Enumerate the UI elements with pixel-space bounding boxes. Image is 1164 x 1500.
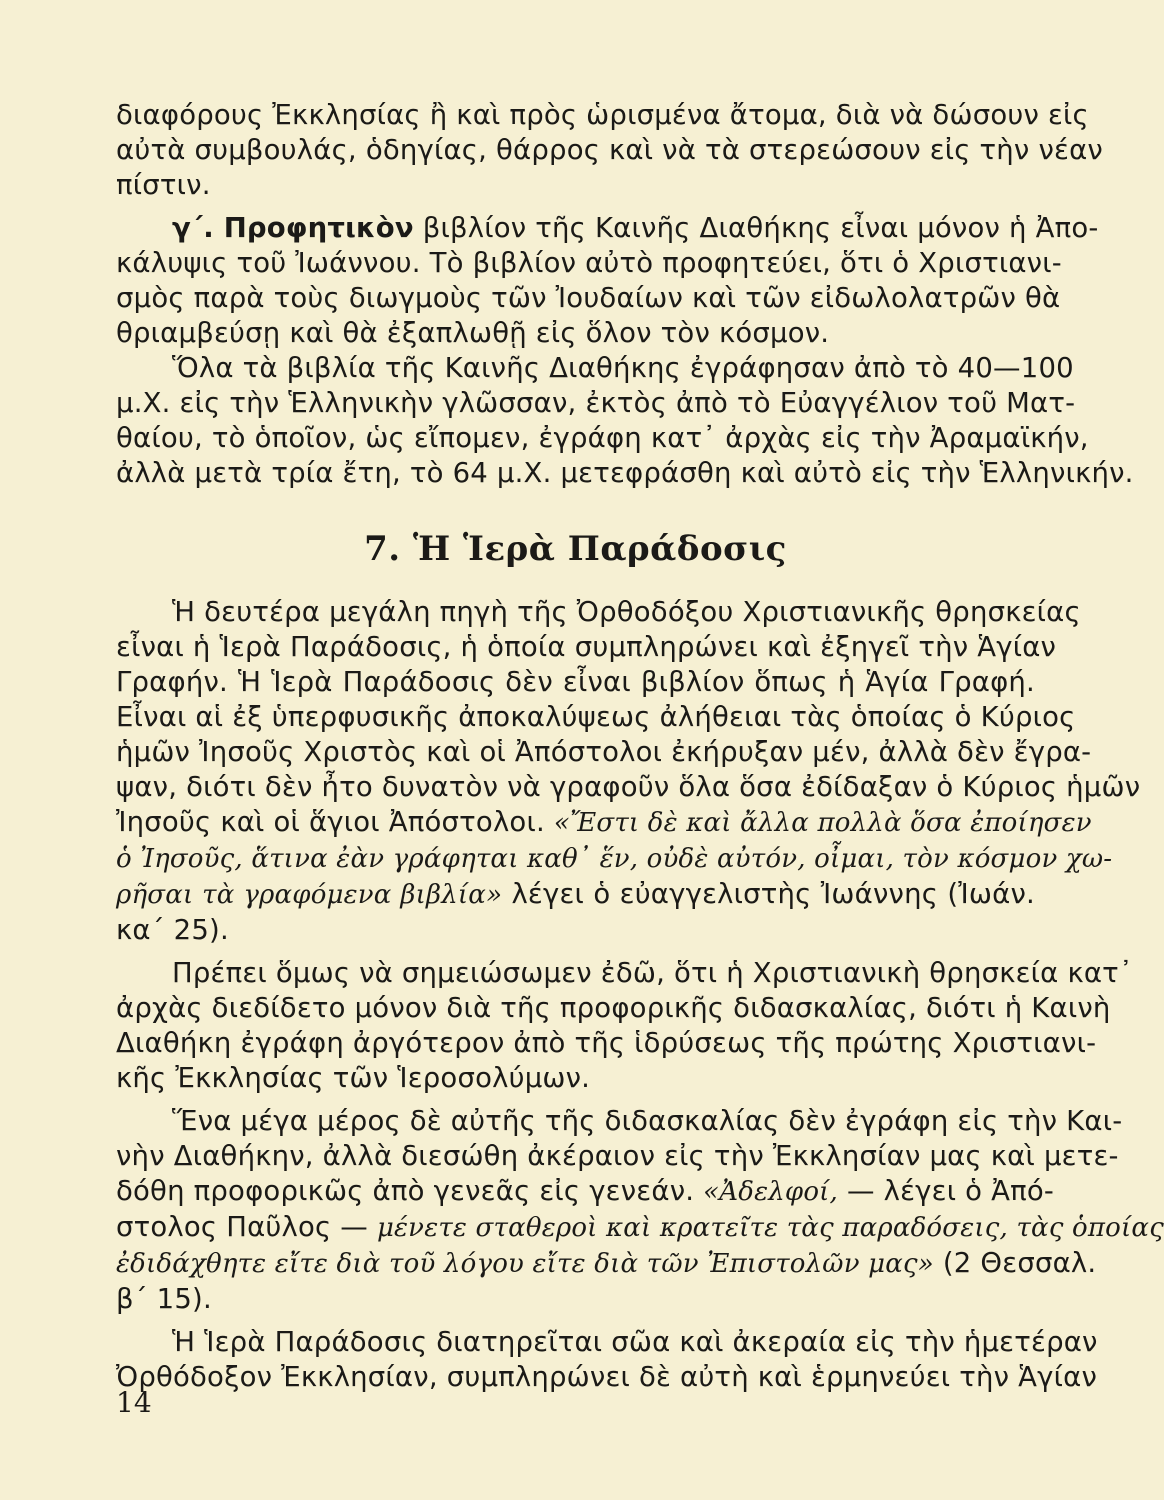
text-line: ἡμῶν Ἰησοῦς Χριστὸς καὶ οἱ Ἀπόστολοι ἐκήρυξαν μέν, ἀλλὰ δὲν ἔγρα- bbox=[116, 736, 1092, 768]
text-line: Ὅλα τὰ βιβλία τῆς Καινῆς Διαθήκης ἐγράφησαν ἀπὸ τὸ 40—100 bbox=[172, 352, 1074, 384]
text-segment: στολος Παῦλος — bbox=[116, 1211, 377, 1243]
tradition-paragraph-3 bbox=[116, 1104, 1164, 1317]
section-heading: 7. Ἡ Ἱερὰ Παράδοσις bbox=[364, 529, 787, 569]
text-line bbox=[116, 805, 1092, 841]
books-paragraph bbox=[116, 351, 1134, 491]
text-line: Γραφήν. Ἡ Ἱερὰ Παράδοσις δὲν εἶναι βιβλίον ὅπως ἡ Ἁγία Γραφή. bbox=[116, 666, 1035, 698]
text-line: κα΄ 25). bbox=[116, 914, 229, 946]
text-line: β΄ 15). bbox=[116, 1283, 212, 1315]
text-line bbox=[116, 211, 1099, 246]
text-segment: λέγει ὁ εὐαγγελιστὴς Ἰωάννης (Ἰωάν. bbox=[502, 878, 1035, 910]
text-segment: (2 Θεσσαλ. bbox=[933, 1247, 1097, 1279]
text-line: Εἶναι αἱ ἐξ ὑπερφυσικῆς ἀποκαλύψεως ἀλήθειαι τὰς ὁποίας ὁ Κύριος bbox=[116, 701, 1076, 733]
text-line: πίστιν. bbox=[116, 169, 211, 201]
text-line: θριαμβεύσῃ καὶ θὰ ἐξαπλωθῇ εἰς ὅλον τὸν κόσμον. bbox=[116, 317, 830, 349]
text-line: σμὸς παρὰ τοὺς διωγμοὺς τῶν Ἰουδαίων καὶ τῶν εἰδωλολατρῶν θὰ bbox=[116, 282, 1061, 314]
text-line: εἶναι ἡ Ἱερὰ Παράδοσις, ἡ ὁποία συμπληρώνει καὶ ἐξηγεῖ τὴν Ἁγίαν bbox=[116, 631, 1057, 663]
text-line: Ἡ Ἱερὰ Παράδοσις διατηρεῖται σῶα καὶ ἀκεραία εἰς τὴν ἡμετέραν bbox=[172, 1326, 1098, 1358]
text-line: Διαθήκη ἐγράφη ἀργότερον ἀπὸ τῆς ἱδρύσεως τῆς πρώτης Χριστιανι- bbox=[116, 1027, 1097, 1059]
text-segment: — λέγει ὁ Ἀπό- bbox=[838, 1175, 1055, 1207]
text-line: νὴν Διαθήκην, ἀλλὰ διεσώθη ἀκέραιον εἰς τὴν Ἐκκλησίαν μας καὶ μετε- bbox=[116, 1140, 1119, 1172]
text-line: ἀρχὰς διεδίδετο μόνον διὰ τῆς προφορικῆς διδασκαλίας, διότι ἡ Καινὴ bbox=[116, 992, 1111, 1024]
text-line bbox=[116, 877, 1035, 913]
text-line: κάλυψις τοῦ Ἰωάννου. Τὸ βιβλίον αὐτὸ προφητεύει, ὅτι ὁ Χριστιανι- bbox=[116, 247, 1062, 279]
text-line: Ἡ δευτέρα μεγάλη πηγὴ τῆς Ὀρθοδόξου Χριστιανικῆς θρησκείας bbox=[172, 596, 1081, 628]
text-line bbox=[116, 1246, 1097, 1282]
text-line: Πρέπει ὅμως νὰ σημειώσωμεν ἐδῶ, ὅτι ἡ Χριστιανικὴ θρησκεία κατ᾽ bbox=[172, 957, 1133, 989]
text-line: ψαν, διότι δὲν ἦτο δυνατὸν νὰ γραφοῦν ὅλα ὅσα ἐδίδαξαν ὁ Κύριος ἡμῶν bbox=[116, 771, 1141, 803]
text-line: ἀλλὰ μετὰ τρία ἔτη, τὸ 64 μ.Χ. μετεφράσθη καὶ αὐτὸ εἰς τὴν Ἑλληνικήν. bbox=[116, 457, 1134, 489]
text-line: Ἕνα μέγα μέρος δὲ αὐτῆς τῆς διδασκαλίας δὲν ἐγράφη εἰς τὴν Και- bbox=[172, 1105, 1123, 1137]
quote-segment: «Ἔστι δὲ καὶ ἄλλα πολλὰ ὅσα ἐποίησεν bbox=[553, 808, 1092, 838]
text-line bbox=[116, 1210, 1164, 1246]
text-line: θαίου, τὸ ὁποῖον, ὡς εἴπομεν, ἐγράφη κατ᾽ ἀρχὰς εἰς τὴν Ἀραμαϊκήν, bbox=[116, 422, 1089, 454]
quote-segment: ὁ Ἰησοῦς, ἅτινα ἐὰν γράφηται καθ᾽ ἕν, οὐδὲ αὐτόν, οἶμαι, τὸν κόσμον χω- bbox=[116, 844, 1113, 874]
quote-segment: «Ἀδελφοί, bbox=[703, 1177, 839, 1207]
text-line: μ.Χ. εἰς τὴν Ἑλληνικὴν γλῶσσαν, ἐκτὸς ἀπὸ τὸ Εὐαγγέλιον τοῦ Ματ- bbox=[116, 387, 1076, 419]
text-line: κῆς Ἐκκλησίας τῶν Ἱεροσολύμων. bbox=[116, 1062, 591, 1094]
text-segment: Ἰησοῦς καὶ οἱ ἅγιοι Ἀπόστολοι. bbox=[116, 806, 554, 838]
prophetic-label: γ΄. Προφητικὸν bbox=[172, 212, 414, 244]
tradition-paragraph-2 bbox=[116, 956, 1133, 1096]
text-line bbox=[116, 841, 1113, 877]
tradition-paragraph-1 bbox=[116, 595, 1141, 948]
text-line bbox=[116, 1174, 1055, 1210]
text-segment: βιβλίον τῆς Καινῆς Διαθήκης εἶναι μόνον ἡ Ἀπο- bbox=[422, 212, 1099, 244]
quote-segment: ἐδιδάχθητε εἴτε διὰ τοῦ λόγου εἴτε διὰ τῶν Ἐπιστολῶν μας» bbox=[116, 1249, 934, 1279]
prophetic-paragraph bbox=[116, 211, 1099, 351]
intro-paragraph bbox=[116, 98, 1103, 203]
text-segment: δόθη προφορικῶς ἀπὸ γενεᾶς εἰς γενεάν. bbox=[116, 1175, 704, 1207]
page-number: 14 bbox=[116, 1386, 152, 1419]
tradition-paragraph-4 bbox=[116, 1325, 1098, 1395]
text-line: Ὀρθόδοξον Ἐκκλησίαν, συμπληρώνει δὲ αὐτὴ καὶ ἑρμηνεύει τὴν Ἁγίαν bbox=[116, 1361, 1098, 1393]
quote-segment: ρῆσαι τὰ γραφόμενα βιβλία» bbox=[116, 880, 503, 910]
quote-segment: μένετε σταθεροὶ καὶ κρατεῖτε τὰς παραδόσεις, τὰς ὁποίας bbox=[376, 1213, 1164, 1243]
text-line: διαφόρους Ἐκκλησίας ἢ καὶ πρὸς ὡρισμένα ἄτομα, διὰ νὰ δώσουν εἰς bbox=[116, 99, 1089, 131]
text-line: αὐτὰ συμβουλάς, ὁδηγίας, θάρρος καὶ νὰ τὰ στερεώσουν εἰς τὴν νέαν bbox=[116, 134, 1103, 166]
